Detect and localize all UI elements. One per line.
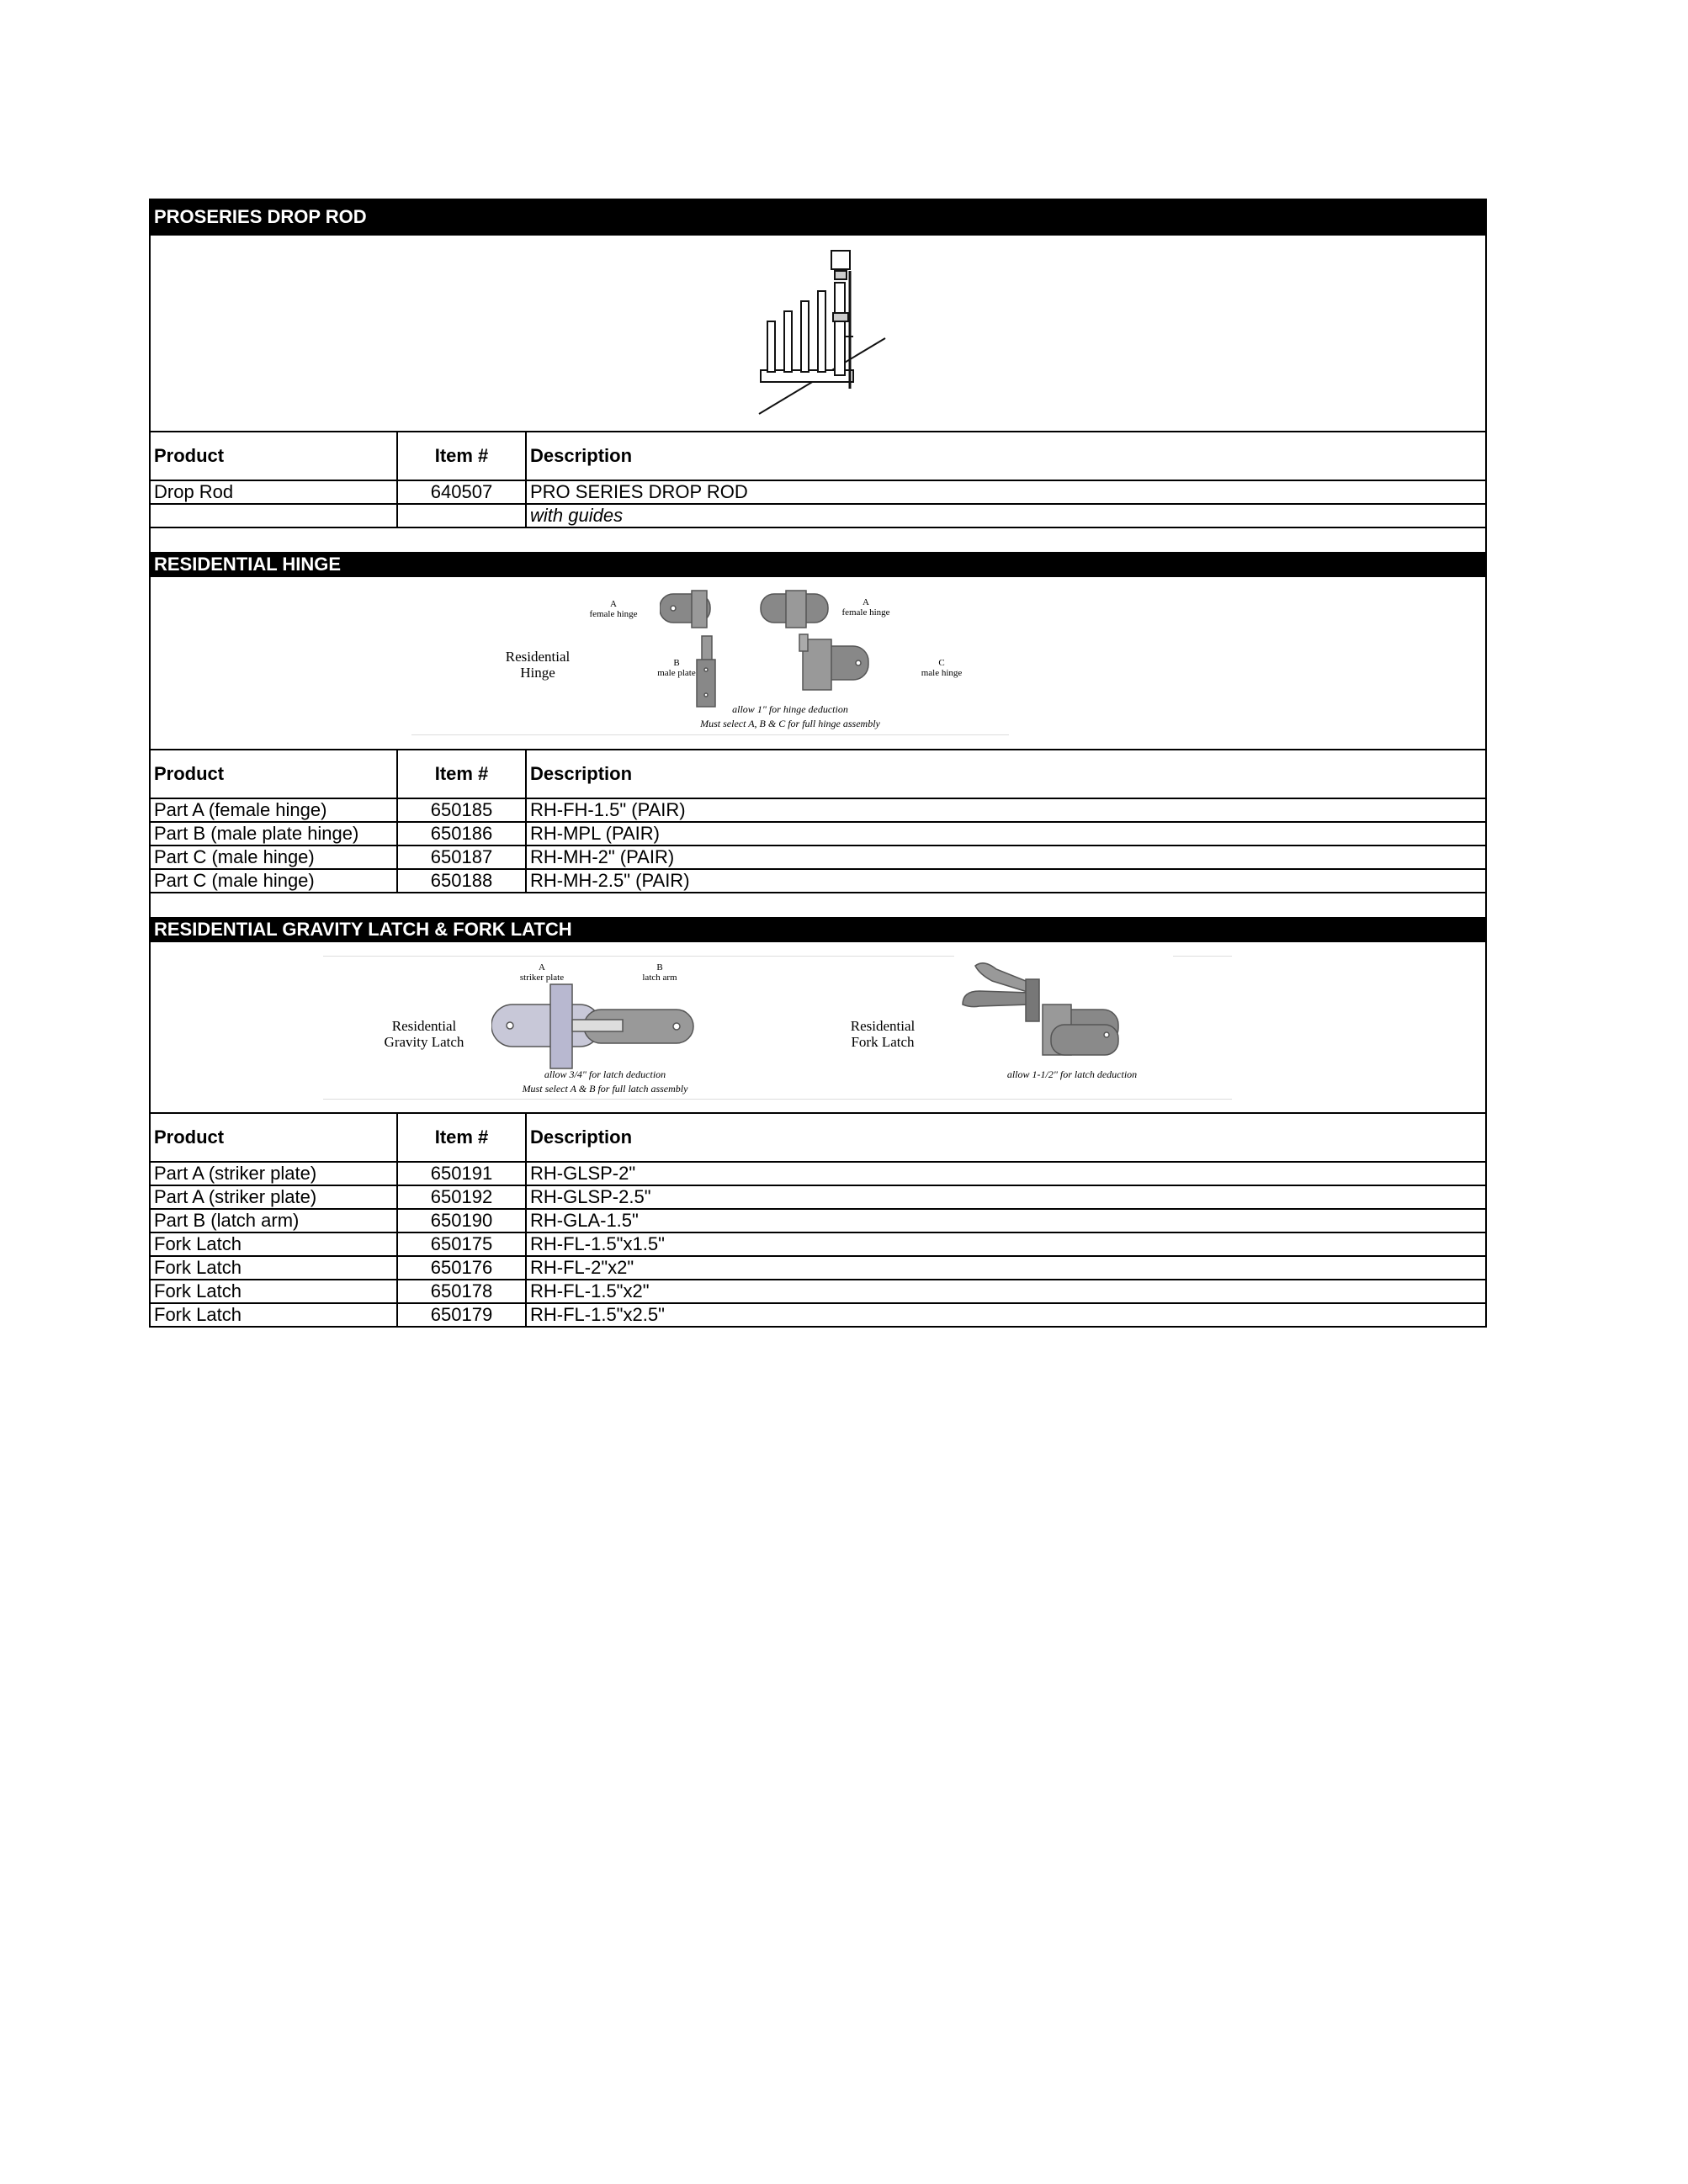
item-cell: 650191: [397, 1162, 526, 1185]
drop-rod-figure: [149, 236, 1487, 431]
latch-figure: [149, 942, 1487, 1112]
gravity-latch-heading: Residential Gravity Latch: [384, 1018, 464, 1050]
latch-label-b: latch arm: [642, 973, 677, 983]
gravity-latch-illustration: [491, 979, 710, 1072]
product-cell: Drop Rod: [150, 480, 397, 504]
hinge-figure: [149, 577, 1487, 749]
table-row: [150, 1185, 1486, 1209]
description-cell: RH-FL-2"x2": [526, 1256, 1486, 1280]
header-description: Description: [526, 432, 1486, 480]
fork-latch-heading: Residential Fork Latch: [850, 1018, 916, 1050]
description-cell: RH-GLSP-2": [526, 1162, 1486, 1185]
description-cell: RH-GLA-1.5": [526, 1209, 1486, 1232]
description-cell: RH-MH-2.5" (PAIR): [526, 869, 1486, 893]
item-cell: 650186: [397, 822, 526, 846]
section-title-hinge: RESIDENTIAL HINGE: [149, 552, 1487, 577]
product-cell: Part B (latch arm): [150, 1209, 397, 1232]
item-cell: 650185: [397, 798, 526, 822]
header-product: Product: [150, 1113, 397, 1162]
hinge-label-b-letter: B: [673, 658, 680, 668]
hinge-label-a2-letter: A: [863, 597, 869, 607]
latch-label-a: striker plate: [519, 973, 565, 983]
header-product: Product: [150, 750, 397, 798]
catalog-sheet: [149, 199, 1487, 1328]
table-row: [150, 822, 1486, 846]
gravity-note-assembly: Must select A & B for full latch assembly: [522, 1083, 688, 1095]
section-spacer: [149, 893, 1487, 917]
description-cell: RH-FL-1.5"x2.5": [526, 1303, 1486, 1327]
description-cell: RH-MH-2" (PAIR): [526, 846, 1486, 869]
drop-rod-illustration: [751, 246, 902, 431]
table-row: [150, 869, 1486, 893]
header-item: Item #: [397, 750, 526, 798]
item-cell: 650175: [397, 1232, 526, 1256]
section-title-drop-rod: PROSERIES DROP ROD: [149, 199, 1487, 236]
description-cell: RH-MPL (PAIR): [526, 822, 1486, 846]
table-header-row: [150, 750, 1486, 798]
description-cell: RH-FH-1.5" (PAIR): [526, 798, 1486, 822]
table-row: [150, 1232, 1486, 1256]
item-cell: 650188: [397, 869, 526, 893]
description-cell: with guides: [526, 504, 1486, 527]
hinge-label-a: female hinge: [589, 609, 638, 619]
item-cell: 650190: [397, 1209, 526, 1232]
hinge-note-assembly: Must select A, B & C for full hinge assembly: [700, 718, 880, 729]
latch-table: [149, 1112, 1487, 1328]
table-row: [150, 798, 1486, 822]
product-cell: [150, 504, 397, 527]
description-cell: RH-GLSP-2.5": [526, 1185, 1486, 1209]
table-header-row: [150, 432, 1486, 480]
table-row: [150, 1280, 1486, 1303]
product-cell: Fork Latch: [150, 1232, 397, 1256]
table-row: [150, 480, 1486, 504]
hinge-figure-heading: Residential Hinge: [505, 649, 571, 681]
latch-label-a-letter: A: [539, 962, 545, 973]
item-cell: 650178: [397, 1280, 526, 1303]
product-cell: Part A (striker plate): [150, 1185, 397, 1209]
product-cell: Part B (male plate hinge): [150, 822, 397, 846]
table-row: [150, 846, 1486, 869]
header-item: Item #: [397, 1113, 526, 1162]
item-cell: 640507: [397, 480, 526, 504]
product-cell: Fork Latch: [150, 1280, 397, 1303]
hinge-label-a-letter: A: [610, 599, 617, 609]
section-title-latch: RESIDENTIAL GRAVITY LATCH & FORK LATCH: [149, 917, 1487, 942]
drop-rod-table: [149, 431, 1487, 528]
table-row: [150, 1256, 1486, 1280]
header-product: Product: [150, 432, 397, 480]
table-row: [150, 1162, 1486, 1185]
hinge-label-c-letter: C: [938, 658, 945, 668]
hinge-label-c: male hinge: [921, 668, 963, 678]
hinge-table: [149, 749, 1487, 893]
hinge-parts-illustration: [660, 587, 879, 713]
description-cell: RH-FL-1.5"x1.5": [526, 1232, 1486, 1256]
item-cell: 650176: [397, 1256, 526, 1280]
item-cell: [397, 504, 526, 527]
header-description: Description: [526, 1113, 1486, 1162]
fork-note-deduction: allow 1-1/2" for latch deduction: [1006, 1068, 1138, 1080]
product-cell: Part A (striker plate): [150, 1162, 397, 1185]
header-item: Item #: [397, 432, 526, 480]
product-cell: Part A (female hinge): [150, 798, 397, 822]
latch-label-b-letter: B: [656, 962, 663, 973]
table-row: [150, 1303, 1486, 1327]
item-cell: 650187: [397, 846, 526, 869]
fork-latch-illustration: [958, 957, 1127, 1067]
table-header-row: [150, 1113, 1486, 1162]
product-cell: Fork Latch: [150, 1303, 397, 1327]
product-cell: Part C (male hinge): [150, 869, 397, 893]
hinge-label-a2: female hinge: [841, 607, 890, 618]
header-description: Description: [526, 750, 1486, 798]
product-cell: Part C (male hinge): [150, 846, 397, 869]
item-cell: 650179: [397, 1303, 526, 1327]
description-cell: RH-FL-1.5"x2": [526, 1280, 1486, 1303]
hinge-label-b: male plate: [657, 668, 696, 678]
table-row: [150, 1209, 1486, 1232]
section-spacer: [149, 528, 1487, 552]
hinge-note-deduction: allow 1" for hinge deduction: [732, 703, 848, 715]
table-row: [150, 504, 1486, 527]
item-cell: 650192: [397, 1185, 526, 1209]
product-cell: Fork Latch: [150, 1256, 397, 1280]
gravity-note-deduction: allow 3/4" for latch deduction: [544, 1068, 666, 1080]
description-cell: PRO SERIES DROP ROD: [526, 480, 1486, 504]
